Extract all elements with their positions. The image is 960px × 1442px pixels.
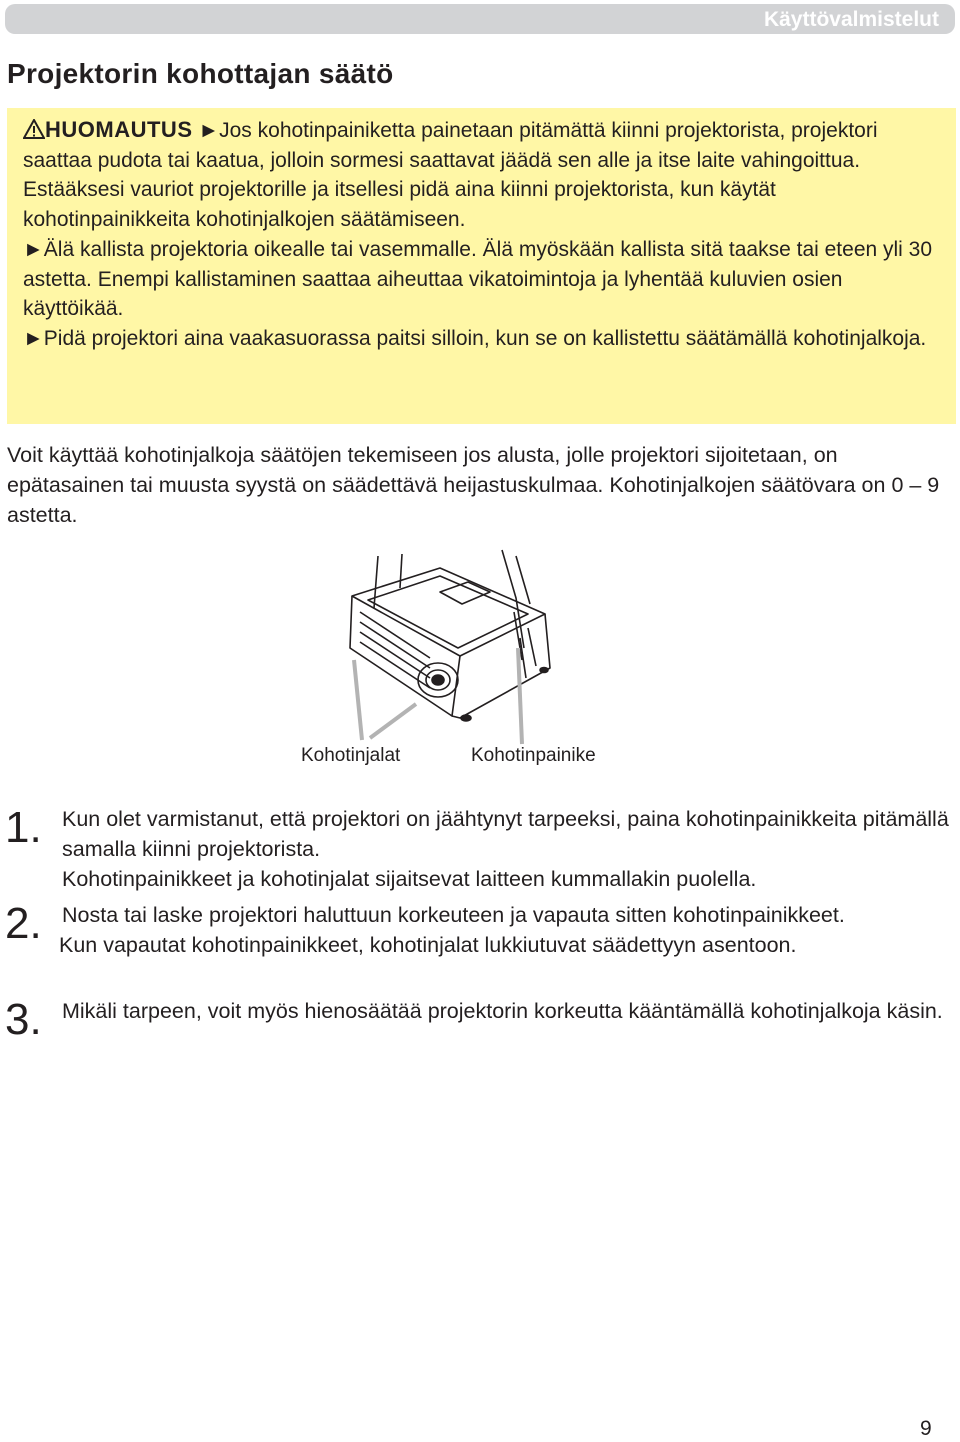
step-line: Kohotinpainikkeet ja kohotinjalat sijaitsevat laitteen kummallakin puolella.: [62, 867, 757, 891]
intro-paragraph: Voit käyttää kohotinjalkoja säätöjen tekemiseen jos alusta, jolle projektori sijoitetaan, on epätasainen tai muusta syystä on säädettävä heijastuskulmaa. Kohotinjalkojen säätövara on 0 – 9 astetta.: [7, 443, 940, 527]
caution-warning-1: ►Jos kohotinpainiketta painetaan pitämättä kiinni projektorista, projektori saattaa pudota tai kaatua, jolloin sormesi saattavat jäädä sen alle ja itse laite vahingoittua. Estääksesi vauriot projektorille ja itsellesi pidä aina kiinni projektorista, kun käytät kohotinpainikkeita kohotinjalkojen säätämiseen.: [23, 119, 878, 232]
caution-text: [23, 115, 943, 354]
step-number: 2.: [5, 899, 42, 948]
step-number: 1.: [5, 803, 42, 852]
caution-label: HUOMAUTUS: [45, 117, 193, 142]
projector-illustration: [290, 548, 650, 773]
section-title: Käyttövalmistelut: [763, 8, 939, 31]
step-line: Kun vapautat kohotinpainikkeet, kohotinjalat lukkiutuvat säädettyyn asentoon.: [59, 933, 797, 957]
step-line: Mikäli tarpeen, voit myös hienosäätää projektorin korkeutta kääntämällä kohotinjalkoja käsin.: [62, 999, 943, 1023]
projector-drawing: [290, 548, 650, 773]
caution-box: [7, 108, 956, 424]
section-header-bar: [5, 4, 955, 34]
step-text: [62, 804, 957, 894]
caution-paragraph-1: [23, 115, 943, 235]
page-title: Projektorin kohottajan säätö: [7, 58, 394, 89]
step-line: Kun olet varmistanut, että projektori on jäähtynyt tarpeeksi, paina kohotinpainikkeita pitämällä samalla kiinni projektorista.: [62, 807, 949, 861]
page-number: 9: [920, 1417, 932, 1440]
step-text: [59, 900, 957, 960]
label-lift-button: Kohotinpainike: [471, 745, 596, 766]
label-lift-feet: Kohotinjalat: [301, 745, 401, 766]
caution-paragraph-3: ►Pidä projektori aina vaakasuorassa paitsi silloin, kun se on kallistettu säätämällä kohotinjalkoja.: [23, 326, 927, 350]
step-text: [62, 996, 957, 1026]
step-line: Nosta tai laske projektori haluttuun korkeuteen ja vapauta sitten kohotinpainikkeet.: [62, 903, 845, 927]
step-number: 3.: [5, 995, 42, 1044]
caution-paragraph-2: ►Älä kallista projektoria oikealle tai vasemmalle. Älä myöskään kallista sitä taakse tai eteen yli 30 astetta. Enempi kallistaminen saattaa aiheuttaa vikatoimintoja ja lyhentää kuluvien osien käyttöikää.: [23, 237, 933, 321]
warning-icon: [23, 119, 45, 139]
